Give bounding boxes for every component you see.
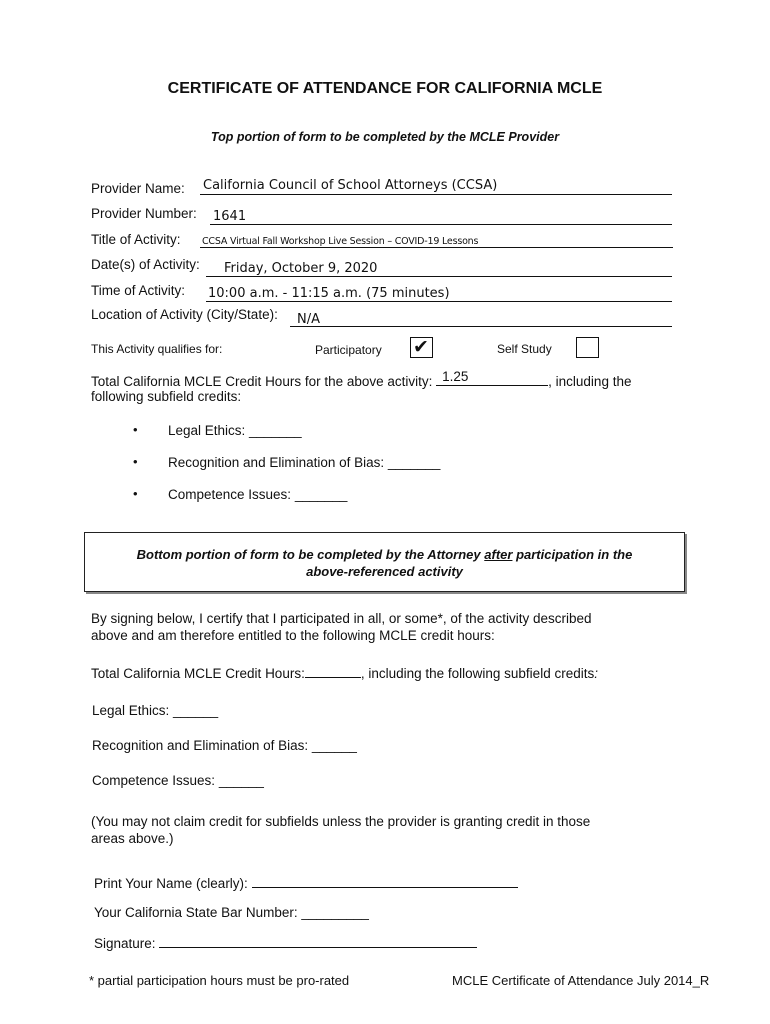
location-label: Location of Activity (City/State): xyxy=(91,307,278,322)
checkmark-icon: ✔ xyxy=(413,337,429,358)
subfield-note-1: (You may not claim credit for subfields unless the provider is granting credit in those xyxy=(91,814,591,829)
dates-line xyxy=(206,276,672,277)
provider-number-line xyxy=(210,224,672,225)
total-hours-value: 1.25 xyxy=(442,369,469,384)
footer-note: * partial participation hours must be pro-rated xyxy=(89,973,350,988)
title-of-activity-line xyxy=(200,247,673,248)
signature-row xyxy=(94,935,477,951)
bullet-icon: • xyxy=(133,486,138,501)
self-study-label: Self Study xyxy=(497,342,552,356)
dates-value[interactable]: Friday, October 9, 2020 xyxy=(224,261,378,276)
print-name-label: Print Your Name (clearly): xyxy=(94,876,252,891)
page-subtitle: Top portion of form to be completed by the MCLE Provider xyxy=(210,130,560,144)
total-hours-line2: following subfield credits: xyxy=(91,389,242,404)
page-title: CERTIFICATE OF ATTENDANCE FOR CALIFORNIA MCLE xyxy=(167,80,603,97)
participatory-label: Participatory xyxy=(315,343,382,357)
provider-name-label: Provider Name: xyxy=(91,181,185,196)
provider-bias: Recognition and Elimination of Bias: _______ xyxy=(168,455,441,470)
subfield-note-2: areas above.) xyxy=(91,831,174,846)
total-hours-field[interactable] xyxy=(436,369,548,386)
attorney-bias[interactable]: Recognition and Elimination of Bias: ______ xyxy=(92,738,357,753)
print-name-row xyxy=(94,875,518,891)
title-of-activity-label: Title of Activity: xyxy=(91,232,181,247)
attorney-competence[interactable]: Competence Issues: ______ xyxy=(92,773,264,788)
bar-number-field[interactable]: Your California State Bar Number: _________ xyxy=(94,905,369,920)
bullet-icon: • xyxy=(133,422,138,437)
time-value[interactable]: 10:00 a.m. - 11:15 a.m. (75 minutes) xyxy=(208,286,450,301)
location-line xyxy=(290,326,672,327)
attorney-total-prefix: Total California MCLE Credit Hours: xyxy=(91,666,305,681)
location-value[interactable]: N/A xyxy=(297,312,320,327)
attorney-total-suffix: , including the following subfield credits xyxy=(360,666,595,681)
participatory-checkbox[interactable] xyxy=(410,337,433,358)
provider-number-label: Provider Number: xyxy=(91,206,197,221)
footer-form-id: MCLE Certificate of Attendance July 2014_R xyxy=(452,973,710,988)
total-hours-label xyxy=(91,369,632,389)
title-of-activity-value[interactable]: CCSA Virtual Fall Workshop Live Session – COVID-19 Lessons xyxy=(202,236,479,247)
self-study-checkbox[interactable] xyxy=(576,337,599,358)
attorney-box-line2: above-referenced activity xyxy=(306,564,463,579)
attorney-total-hours: Total California MCLE Credit Hours: , including the following subfield credits: xyxy=(91,666,598,681)
signature-label: Signature: xyxy=(94,936,160,951)
certify-text-2: above and am therefore entitled to the following MCLE credit hours: xyxy=(91,628,495,643)
signature-field[interactable] xyxy=(159,935,477,948)
qualifies-label: This Activity qualifies for: xyxy=(91,342,223,356)
provider-number-value[interactable]: 1641 xyxy=(213,209,247,224)
time-line xyxy=(206,301,672,302)
provider-competence: Competence Issues: _______ xyxy=(168,487,348,502)
total-hours-prefix: Total California MCLE Credit Hours for the above activity: xyxy=(91,374,433,389)
print-name-field[interactable] xyxy=(252,875,518,888)
provider-legal-ethics: Legal Ethics: _______ xyxy=(168,423,302,438)
certify-text-1: By signing below, I certify that I participated in all, or some*, of the activity described xyxy=(91,611,592,626)
total-hours-suffix: , including the xyxy=(548,374,632,389)
attorney-legal-ethics[interactable]: Legal Ethics: ______ xyxy=(92,703,219,718)
attorney-box-line1: Bottom portion of form to be completed by the Attorney after participation in the xyxy=(136,547,633,562)
bullet-icon: • xyxy=(133,454,138,469)
attorney-section-box xyxy=(84,532,685,592)
attorney-total-field[interactable] xyxy=(305,665,361,678)
provider-name-line xyxy=(200,194,672,195)
after-emphasis: after xyxy=(484,547,513,562)
dates-label: Date(s) of Activity: xyxy=(91,257,200,272)
time-label: Time of Activity: xyxy=(91,283,186,298)
provider-name-value[interactable]: California Council of School Attorneys (CCSA) xyxy=(203,178,498,193)
